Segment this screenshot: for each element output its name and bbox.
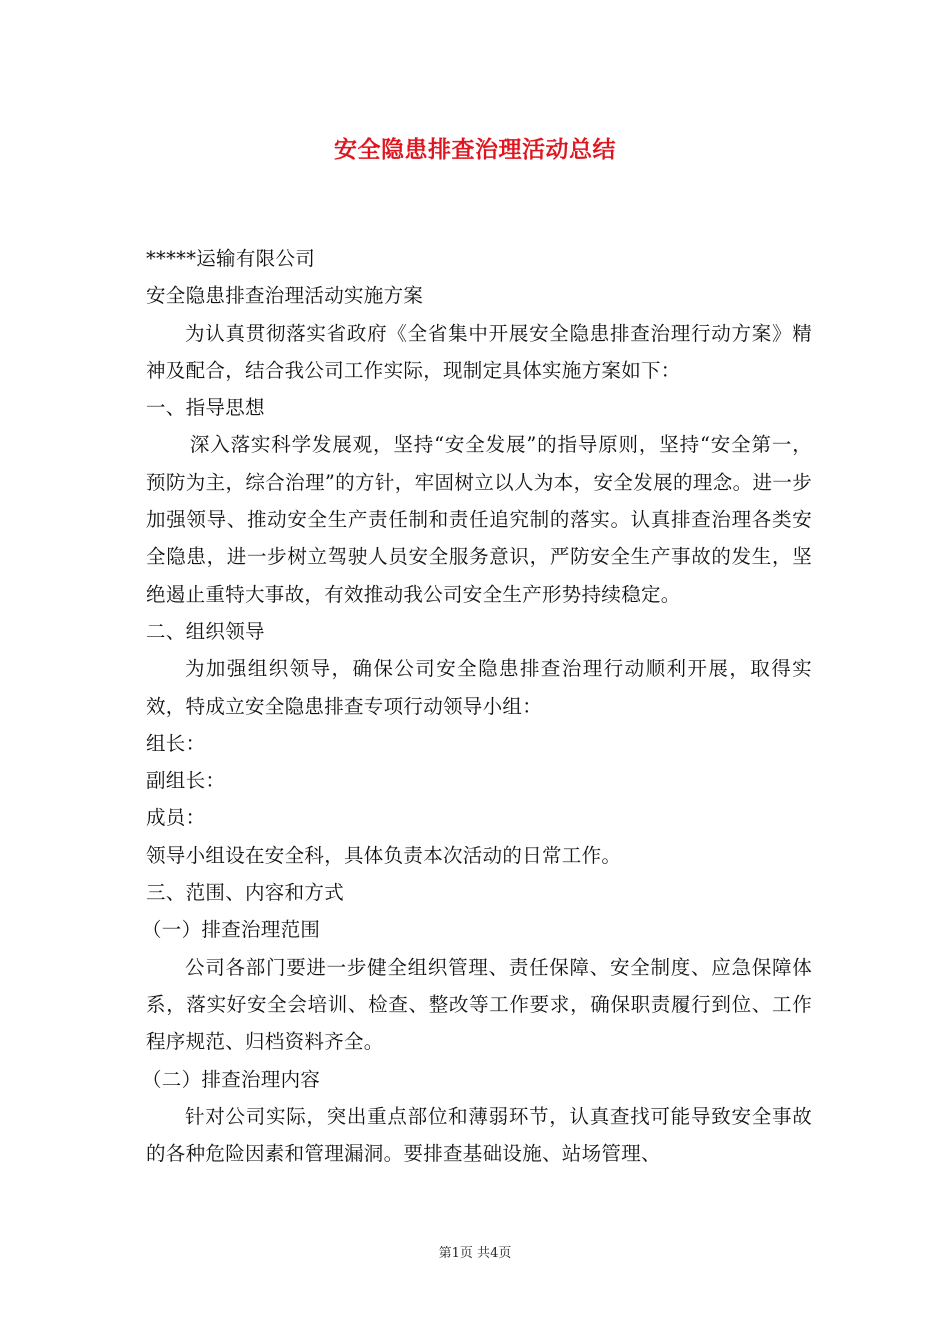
total-pages-number: 4 <box>490 1246 499 1261</box>
leader-line: 组长： <box>146 731 206 755</box>
document-title: 安全隐患排查治理活动总结 <box>334 136 616 163</box>
page-footer <box>0 1245 950 1263</box>
section-heading-scope: 三、范围、内容和方式 <box>146 881 345 905</box>
company-name: *****运输有限公司 <box>146 247 316 270</box>
document-body <box>142 240 812 1172</box>
guiding-ideology-paragraph: 深入落实科学发展观，坚持“安全发展”的指导原则，坚持“安全第一，预防为主，综合治理”的方针，牢固树立以人为本，安全发展的理念。进一步加强领导、推动安全生产责任制和责任追究制的落实。认真排查治理各类安全隐患，进一步树立驾驶人员安全服务意识，严防安全生产事故的发生，坚绝遏止重特大事故，有效推动我公司安全生产形势持续稳定。 <box>146 433 812 606</box>
content-paragraph: 针对公司实际，突出重点部位和薄弱环节，认真查找可能导致安全事故的各种危险因素和管理漏洞。要排查基础设施、站场管理、 <box>146 1104 812 1166</box>
group-location-line: 领导小组设在安全科，具体负责本次活动的日常工作。 <box>146 843 622 867</box>
page-label-suffix: 页 <box>498 1246 512 1261</box>
plan-title: 安全隐患排查治理活动实施方案 <box>146 284 424 308</box>
scope-paragraph: 公司各部门要进一步健全组织管理、责任保障、安全制度、应急保障体系，落实好安全会培训、检查、整改等工作要求，确保职责履行到位、工作程序规范、归档资料齐全。 <box>146 955 812 1054</box>
organization-paragraph: 为加强组织领导，确保公司安全隐患排查治理行动顺利开展，取得实效，特成立安全隐患排查专项行动领导小组： <box>146 657 812 718</box>
section-heading-guiding-ideology: 一、指导思想 <box>146 396 265 420</box>
current-page-number: 1 <box>451 1246 460 1261</box>
deputy-leader-line: 副组长： <box>146 769 226 793</box>
members-line: 成员： <box>146 806 206 830</box>
page-label-prefix: 第 <box>438 1246 452 1261</box>
subsection-heading-content: （二）排查治理内容 <box>142 1067 321 1091</box>
subsection-heading-scope: （一）排查治理范围 <box>142 918 321 942</box>
section-heading-organization: 二、组织领导 <box>146 619 265 643</box>
page-label-middle: 页 共 <box>459 1246 491 1261</box>
intro-paragraph: 为认真贯彻落实省政府《全省集中开展安全隐患排查治理行动方案》精神及配合，结合我公司工作实际，现制定具体实施方案如下： <box>146 321 812 382</box>
